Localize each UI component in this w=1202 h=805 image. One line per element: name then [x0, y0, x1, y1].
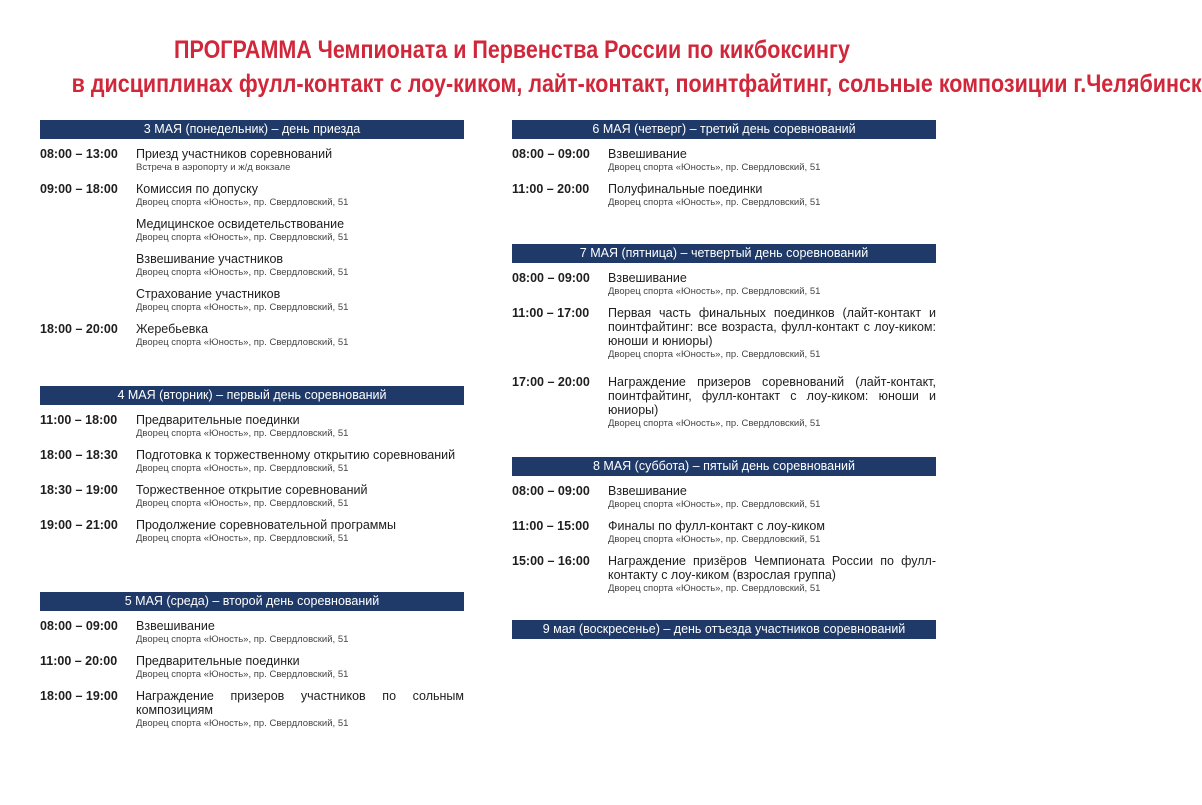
- item-title: Комиссия по допуску: [136, 182, 258, 196]
- schedule-item: [512, 484, 936, 511]
- schedule-item: [40, 252, 464, 279]
- schedule-item: [40, 217, 464, 244]
- item-time: 08:00 – 09:00: [512, 484, 590, 498]
- item-location: Дворец спорта «Юность», пр. Свердловский, 51: [608, 418, 821, 429]
- item-time: 18:00 – 20:00: [40, 322, 118, 336]
- day-header: 8 МАЯ (суббота) – пятый день соревнований: [512, 457, 936, 476]
- item-title: Жеребьевка: [136, 322, 209, 336]
- day-section-may-7: [512, 244, 936, 457]
- item-title: Награждение призеров участников по сольным композициям: [136, 689, 464, 717]
- day-section-may-8: [512, 457, 936, 620]
- item-title: Взвешивание: [136, 619, 215, 633]
- item-time: 17:00 – 20:00: [512, 375, 590, 389]
- item-title: Награждение призеров соревнований (лайт-контакт, поинтфайтинг, фулл-контакт с лоу-киком: юноши и юниоры): [608, 375, 936, 417]
- item-title: Страхование участников: [136, 287, 281, 301]
- item-location: Дворец спорта «Юность», пр. Свердловский, 51: [608, 349, 821, 360]
- item-location: Дворец спорта «Юность», пр. Свердловский, 51: [136, 267, 349, 278]
- day-header: 3 МАЯ (понедельник) – день приезда: [40, 120, 464, 139]
- item-location: Дворец спорта «Юность», пр. Свердловский, 51: [608, 583, 821, 594]
- item-time: 11:00 – 15:00: [512, 519, 590, 533]
- item-time: 15:00 – 16:00: [512, 554, 590, 568]
- item-title: Взвешивание участников: [136, 252, 284, 266]
- day-section-may-3: [40, 120, 464, 386]
- schedule-item: [40, 287, 464, 314]
- schedule-item: [40, 322, 464, 349]
- schedule-item: [40, 182, 464, 209]
- item-time: 08:00 – 13:00: [40, 147, 118, 161]
- day-header: 6 МАЯ (четверг) – третий день соревнований: [512, 120, 936, 139]
- schedule-item: [512, 182, 936, 209]
- item-location: Дворец спорта «Юность», пр. Свердловский, 51: [608, 286, 821, 297]
- item-title: Взвешивание: [608, 484, 687, 498]
- schedule-item: [512, 554, 936, 595]
- item-title: Первая часть финальных поединков (лайт-контакт и поинтфайтинг: все возраста, фулл-контакт с лоу-киком: юноши и юниоры): [608, 306, 936, 348]
- item-time: 08:00 – 09:00: [512, 147, 590, 161]
- item-title: Медицинское освидетельствование: [136, 217, 345, 231]
- day-section-may-9: [512, 620, 936, 639]
- schedule-item: [40, 147, 464, 174]
- item-title: Продолжение соревновательной программы: [136, 518, 396, 532]
- item-location: Дворец спорта «Юность», пр. Свердловский, 51: [136, 533, 349, 544]
- item-title: Финалы по фулл-контакт с лоу-киком: [608, 519, 825, 533]
- day-header: 7 МАЯ (пятница) – четвертый день соревнований: [512, 244, 936, 263]
- schedule-item: [40, 483, 464, 510]
- schedule-item: [512, 306, 936, 361]
- schedule-item: [40, 619, 464, 646]
- item-title: Полуфинальные поединки: [608, 182, 763, 196]
- item-location: Дворец спорта «Юность», пр. Свердловский, 51: [136, 302, 349, 313]
- item-title: Предварительные поединки: [136, 413, 300, 427]
- item-time: 18:00 – 18:30: [40, 448, 118, 462]
- item-time: 08:00 – 09:00: [512, 271, 590, 285]
- item-location: Дворец спорта «Юность», пр. Свердловский, 51: [136, 634, 349, 645]
- item-location: Дворец спорта «Юность», пр. Свердловский, 51: [136, 232, 349, 243]
- item-time: 09:00 – 18:00: [40, 182, 118, 196]
- item-time: 08:00 – 09:00: [40, 619, 118, 633]
- item-time: 11:00 – 20:00: [512, 182, 590, 196]
- schedule-item: [40, 654, 464, 681]
- item-location: Дворец спорта «Юность», пр. Свердловский, 51: [136, 197, 349, 208]
- item-location: Дворец спорта «Юность», пр. Свердловский, 51: [136, 498, 349, 509]
- page-title: ПРОГРАММА Чемпионата и Первенства России по кикбоксингу: [174, 36, 850, 64]
- item-location: Дворец спорта «Юность», пр. Свердловский, 51: [608, 197, 821, 208]
- schedule-item: [40, 689, 464, 730]
- item-time: 11:00 – 20:00: [40, 654, 118, 668]
- schedule-item: [512, 147, 936, 174]
- item-location: Дворец спорта «Юность», пр. Свердловский, 51: [136, 718, 349, 729]
- schedule-item: [40, 413, 464, 440]
- item-location: Встреча в аэропорту и ж/д вокзале: [136, 162, 291, 173]
- item-title: Взвешивание: [608, 147, 687, 161]
- day-header: 4 МАЯ (вторник) – первый день соревнований: [40, 386, 464, 405]
- item-time: 11:00 – 17:00: [512, 306, 590, 320]
- day-section-may-5: [40, 592, 464, 730]
- item-title: Торжественное открытие соревнований: [136, 483, 368, 497]
- item-location: Дворец спорта «Юность», пр. Свердловский, 51: [136, 428, 349, 439]
- day-section-may-6: [512, 120, 936, 244]
- item-title: Предварительные поединки: [136, 654, 300, 668]
- item-location: Дворец спорта «Юность», пр. Свердловский, 51: [608, 162, 821, 173]
- item-location: Дворец спорта «Юность», пр. Свердловский, 51: [136, 463, 349, 474]
- item-time: 18:30 – 19:00: [40, 483, 118, 497]
- schedule-item: [512, 375, 936, 430]
- item-location: Дворец спорта «Юность», пр. Свердловский, 51: [608, 499, 821, 510]
- left-column: [40, 120, 464, 738]
- item-title: Взвешивание: [608, 271, 687, 285]
- right-column: [512, 120, 936, 639]
- item-title: Приезд участников соревнований: [136, 147, 333, 161]
- item-time: 19:00 – 21:00: [40, 518, 118, 532]
- item-location: Дворец спорта «Юность», пр. Свердловский, 51: [136, 337, 349, 348]
- item-title: Награждение призёров Чемпионата России по фулл-контакту с лоу-киком (взрослая группа): [608, 554, 936, 582]
- item-title: Подготовка к торжественному открытию соревнований: [136, 448, 456, 462]
- item-location: Дворец спорта «Юность», пр. Свердловский, 51: [608, 534, 821, 545]
- day-header: 9 мая (воскресенье) – день отъезда участников соревнований: [512, 620, 936, 639]
- item-location: Дворец спорта «Юность», пр. Свердловский, 51: [136, 669, 349, 680]
- schedule-item: [512, 271, 936, 298]
- day-section-may-4: [40, 386, 464, 592]
- schedule-item: [512, 519, 936, 546]
- page-subtitle: в дисциплинах фулл-контакт с лоу-киком, лайт-контакт, поинтфайтинг, сольные композиции г.Челябинск: [71, 70, 1202, 98]
- schedule-item: [40, 448, 464, 475]
- day-header: 5 МАЯ (среда) – второй день соревнований: [40, 592, 464, 611]
- item-time: 18:00 – 19:00: [40, 689, 118, 703]
- schedule-item: [40, 518, 464, 545]
- item-time: 11:00 – 18:00: [40, 413, 118, 427]
